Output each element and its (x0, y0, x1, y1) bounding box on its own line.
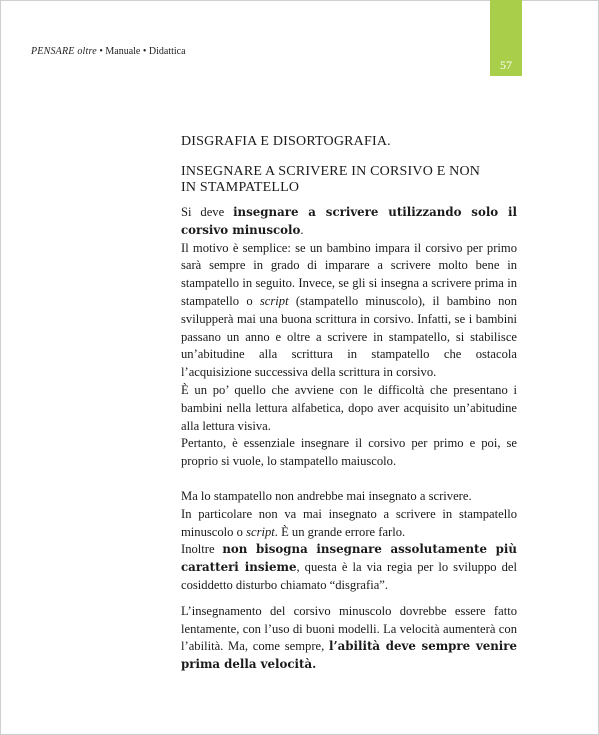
paragraph-5: Ma lo stampatello non andrebbe mai insegnato a scrivere. (181, 488, 472, 503)
subtitle-line-1: INSEGNARE A SCRIVERE IN CORSIVO E NON (181, 164, 481, 179)
paragraph-2: Il motivo è semplice: se un bambino impara il corsivo per primo sarà sempre in grado di imparare a scrivere molto bene in stampatello in seguito. Invece, se gli si insegna a scrivere prima in stampatello o script (stampatello minuscolo), il bambino non svilupperà mai una buona scrittura in corsivo. Infatti, se i bambini passano un anno e oltre a scrivere in stampatello, si stabilisce un’abitudine alla scrittura in stampatello che ostacola l’acquisizione successiva della scrittura in corsivo. (181, 240, 517, 380)
running-header (31, 46, 186, 57)
header-separator: • (99, 46, 103, 57)
article-subtitle (181, 164, 517, 196)
paragraph-6: In particolare non va mai insegnato a scrivere in stampatello minuscolo o script. È un grande errore farlo. (181, 506, 517, 539)
paragraph-4: Pertanto, è essenziale insegnare il corsivo per primo e poi, se proprio si vuole, lo stampatello maiuscolo. (181, 436, 517, 469)
paragraph-7: Inoltre non bisogna insegnare assolutamente più caratteri insieme, questa è la via regia per lo sviluppo del cosiddetto disturbo chiamato “disgrafia”. (181, 542, 517, 592)
header-brand (31, 46, 97, 57)
header-brand-main: PENSARE (31, 46, 75, 57)
article-title: DISGRAFIA E DISORTOGRAFIA. (181, 134, 391, 149)
header-section: Manuale (105, 46, 141, 57)
header-subsection: Didattica (148, 46, 186, 57)
paragraph-8: L’insegnamento del corsivo minuscolo dovrebbe essere fatto lentamente, con l’uso di buoni modelli. La velocità aumenterà con l’abilità. Ma, come sempre, l’abilità deve sempre venire prima della velocità. (181, 603, 517, 672)
paragraph-1: Si deve insegnare a scrivere utilizzando solo il corsivo minuscolo. (181, 205, 517, 237)
article-body (181, 134, 517, 674)
paragraph-3: È un po’ quello che avviene con le difficoltà che presentano i bambini nella lettura alfabetica, dopo aver acquisito un’abitudine alla lettura visiva. (181, 382, 517, 433)
header-brand-sub: oltre (77, 46, 97, 57)
spacer (181, 595, 517, 603)
page-number: 57 (500, 58, 512, 72)
header-separator: • (142, 46, 147, 57)
subtitle-line-2: IN STAMPATELLO (181, 180, 300, 195)
spacer (181, 471, 517, 488)
